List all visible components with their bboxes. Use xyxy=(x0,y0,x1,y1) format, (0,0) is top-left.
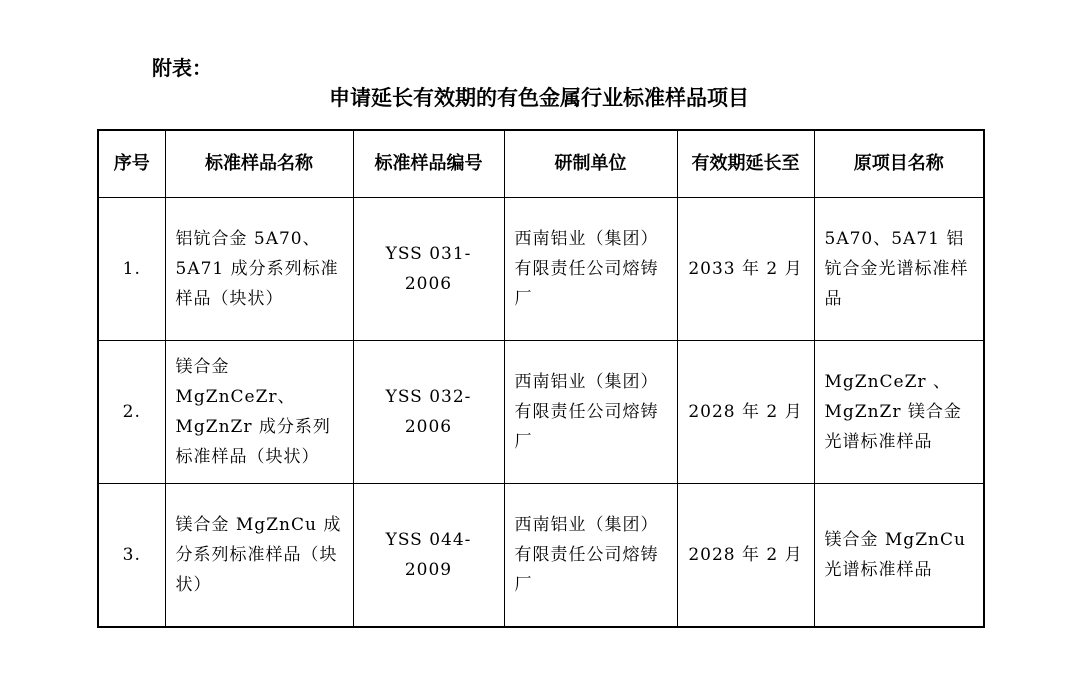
cell-extended-to: 2033 年 2 月 xyxy=(677,198,814,341)
cell-sample-name: 铝钪合金 5A70、5A71 成分系列标准样品（块状） xyxy=(165,198,353,341)
appendix-label: 附表： xyxy=(152,56,212,80)
cell-original-name: 镁合金 MgZnCu 光谱标准样品 xyxy=(814,484,984,628)
header-extended-to: 有效期延长至 xyxy=(677,130,814,198)
table-row xyxy=(98,341,984,484)
cell-serial-no: 2. xyxy=(98,341,165,484)
cell-sample-code: YSS 044-2009 xyxy=(353,484,504,628)
cell-extended-to: 2028 年 2 月 xyxy=(677,341,814,484)
cell-sample-name: 镁合金 MgZnCu 成分系列标准样品（块状） xyxy=(165,484,353,628)
cell-developer-unit: 西南铝业（集团）有限责任公司熔铸厂 xyxy=(504,341,677,484)
standard-samples-table xyxy=(97,129,985,628)
cell-developer-unit: 西南铝业（集团）有限责任公司熔铸厂 xyxy=(504,484,677,628)
cell-sample-code: YSS 031-2006 xyxy=(353,198,504,341)
page-title: 申请延长有效期的有色金属行业标准样品项目 xyxy=(329,86,749,110)
header-serial-no: 序号 xyxy=(98,130,165,198)
cell-serial-no: 1. xyxy=(98,198,165,341)
cell-original-name: 5A70、5A71 铝钪合金光谱标准样品 xyxy=(814,198,984,341)
cell-extended-to: 2028 年 2 月 xyxy=(677,484,814,628)
table-header-row xyxy=(98,130,984,198)
cell-serial-no: 3. xyxy=(98,484,165,628)
table-row xyxy=(98,484,984,628)
header-developer-unit: 研制单位 xyxy=(504,130,677,198)
cell-sample-name: 镁合金 MgZnCeZr、MgZnZr 成分系列标准样品（块状） xyxy=(165,341,353,484)
cell-developer-unit: 西南铝业（集团）有限责任公司熔铸厂 xyxy=(504,198,677,341)
header-sample-name: 标准样品名称 xyxy=(165,130,353,198)
header-original-name: 原项目名称 xyxy=(814,130,984,198)
cell-sample-code: YSS 032-2006 xyxy=(353,341,504,484)
table-row xyxy=(98,198,984,341)
cell-original-name: MgZnCeZr 、MgZnZr 镁合金光谱标准样品 xyxy=(814,341,984,484)
header-sample-code: 标准样品编号 xyxy=(353,130,504,198)
